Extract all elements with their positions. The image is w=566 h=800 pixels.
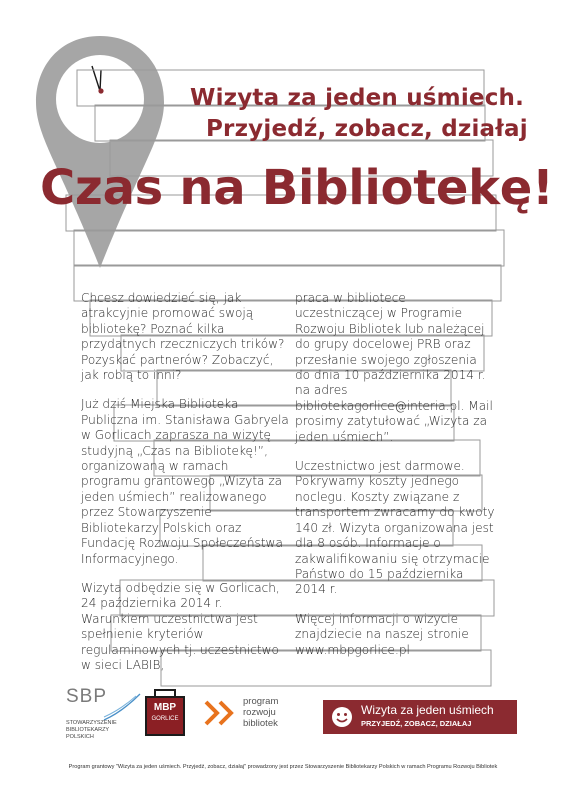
map-pin-icon [36,36,164,268]
paragraph: praca w bibliotece uczestniczącej w Programie Rozwoju Bibliotek lub należącej do grupy docelowej PRB oraz przesłanie swojego zgłoszenia do dnia 10 października 2014 r. na adres bibliotekagorlice@interia.pl. Mail prosimy zatytułować „Wizyta za jeden uśmiech”. [295,291,493,444]
paragraph: Uczestnictwo jest darmowe. Pokrywamy koszty jednego noclegu. Koszty związane z transportem zwracamy do kwoty 140 zł. Wizyta organizowana jest dla 8 osób. Informacje o zakwalifikowaniu się otrzymacie Państwo do 15 października 2014 r. [295,459,495,597]
mbp-abbreviation: MBP [153,702,177,713]
wizyta-badge-subtitle: PRZYJEDŹ, ZOBACZ, DZIAŁAJ [361,719,472,728]
prb-logo [203,694,303,740]
body-column-left [81,291,291,687]
sbp-full-name: STOWARZYSZENIE BIBLIOTEKARZY POLSKICH [66,720,117,740]
mbp-logo [145,688,185,744]
smile-icon [331,706,353,728]
paragraph: Więcej informacji o wizycie znajdziecie na naszej stronie www.mbpgorlice.pl [295,611,469,657]
paragraph: Wizyta odbędzie się w Gorlicach, 24 października 2014 r. Warunkiem uczestnictwa jest spełnienie kryteriów regulaminowych tj. uczestnictwo w sieci LABIB, [81,580,280,672]
mbp-city: GORLICE [151,716,179,722]
paragraph: Chcesz dowiedzieć się, jak atrakcyjnie promować swoją bibliotekę? Poznać kilka przydatnych rzeczniczych trików? Pozyskać partnerów? Zobaczyć, jak robią to inni? [81,291,285,383]
wave-icon [102,692,142,722]
body-column-right [295,291,495,672]
paragraph: Już dziś Miejska Biblioteka Publiczna im. Stanisława Gabryela w Gorlicach zaprasza na wizytę studyjną „Czas na Bibliotekę!”, organizowaną w ramach programu grantowego „Wizyta za jeden uśmiech” realizowanego przez Stowarzyszenie Bibliotekarzy Polskich oraz Fundację Rozwoju Społeczeństwa Informacyjnego. [81,397,289,566]
tagline-line-2: Przyjedź, zobacz, działaj [206,116,528,142]
chevron-double-icon [203,700,239,726]
wizyta-badge [323,700,517,734]
sbp-abbreviation: SBP [66,686,108,707]
page-title: Czas na Bibliotekę! [40,160,554,216]
tagline-line-1: Wizyta za jeden uśmiech. [190,85,525,111]
wizyta-badge-title: Wizyta za jeden uśmiech [361,703,494,717]
footer-note: Program grantowy "Wizyta za jeden uśmiech. Przyjedź, zobacz, działaj" prowadzony jest przez Stowarzyszenie Bibliotekarzy Polskich w ramach Programu Rozwoju Bibliotek [68,764,498,770]
prb-name: program rozwoju bibliotek [243,696,279,729]
